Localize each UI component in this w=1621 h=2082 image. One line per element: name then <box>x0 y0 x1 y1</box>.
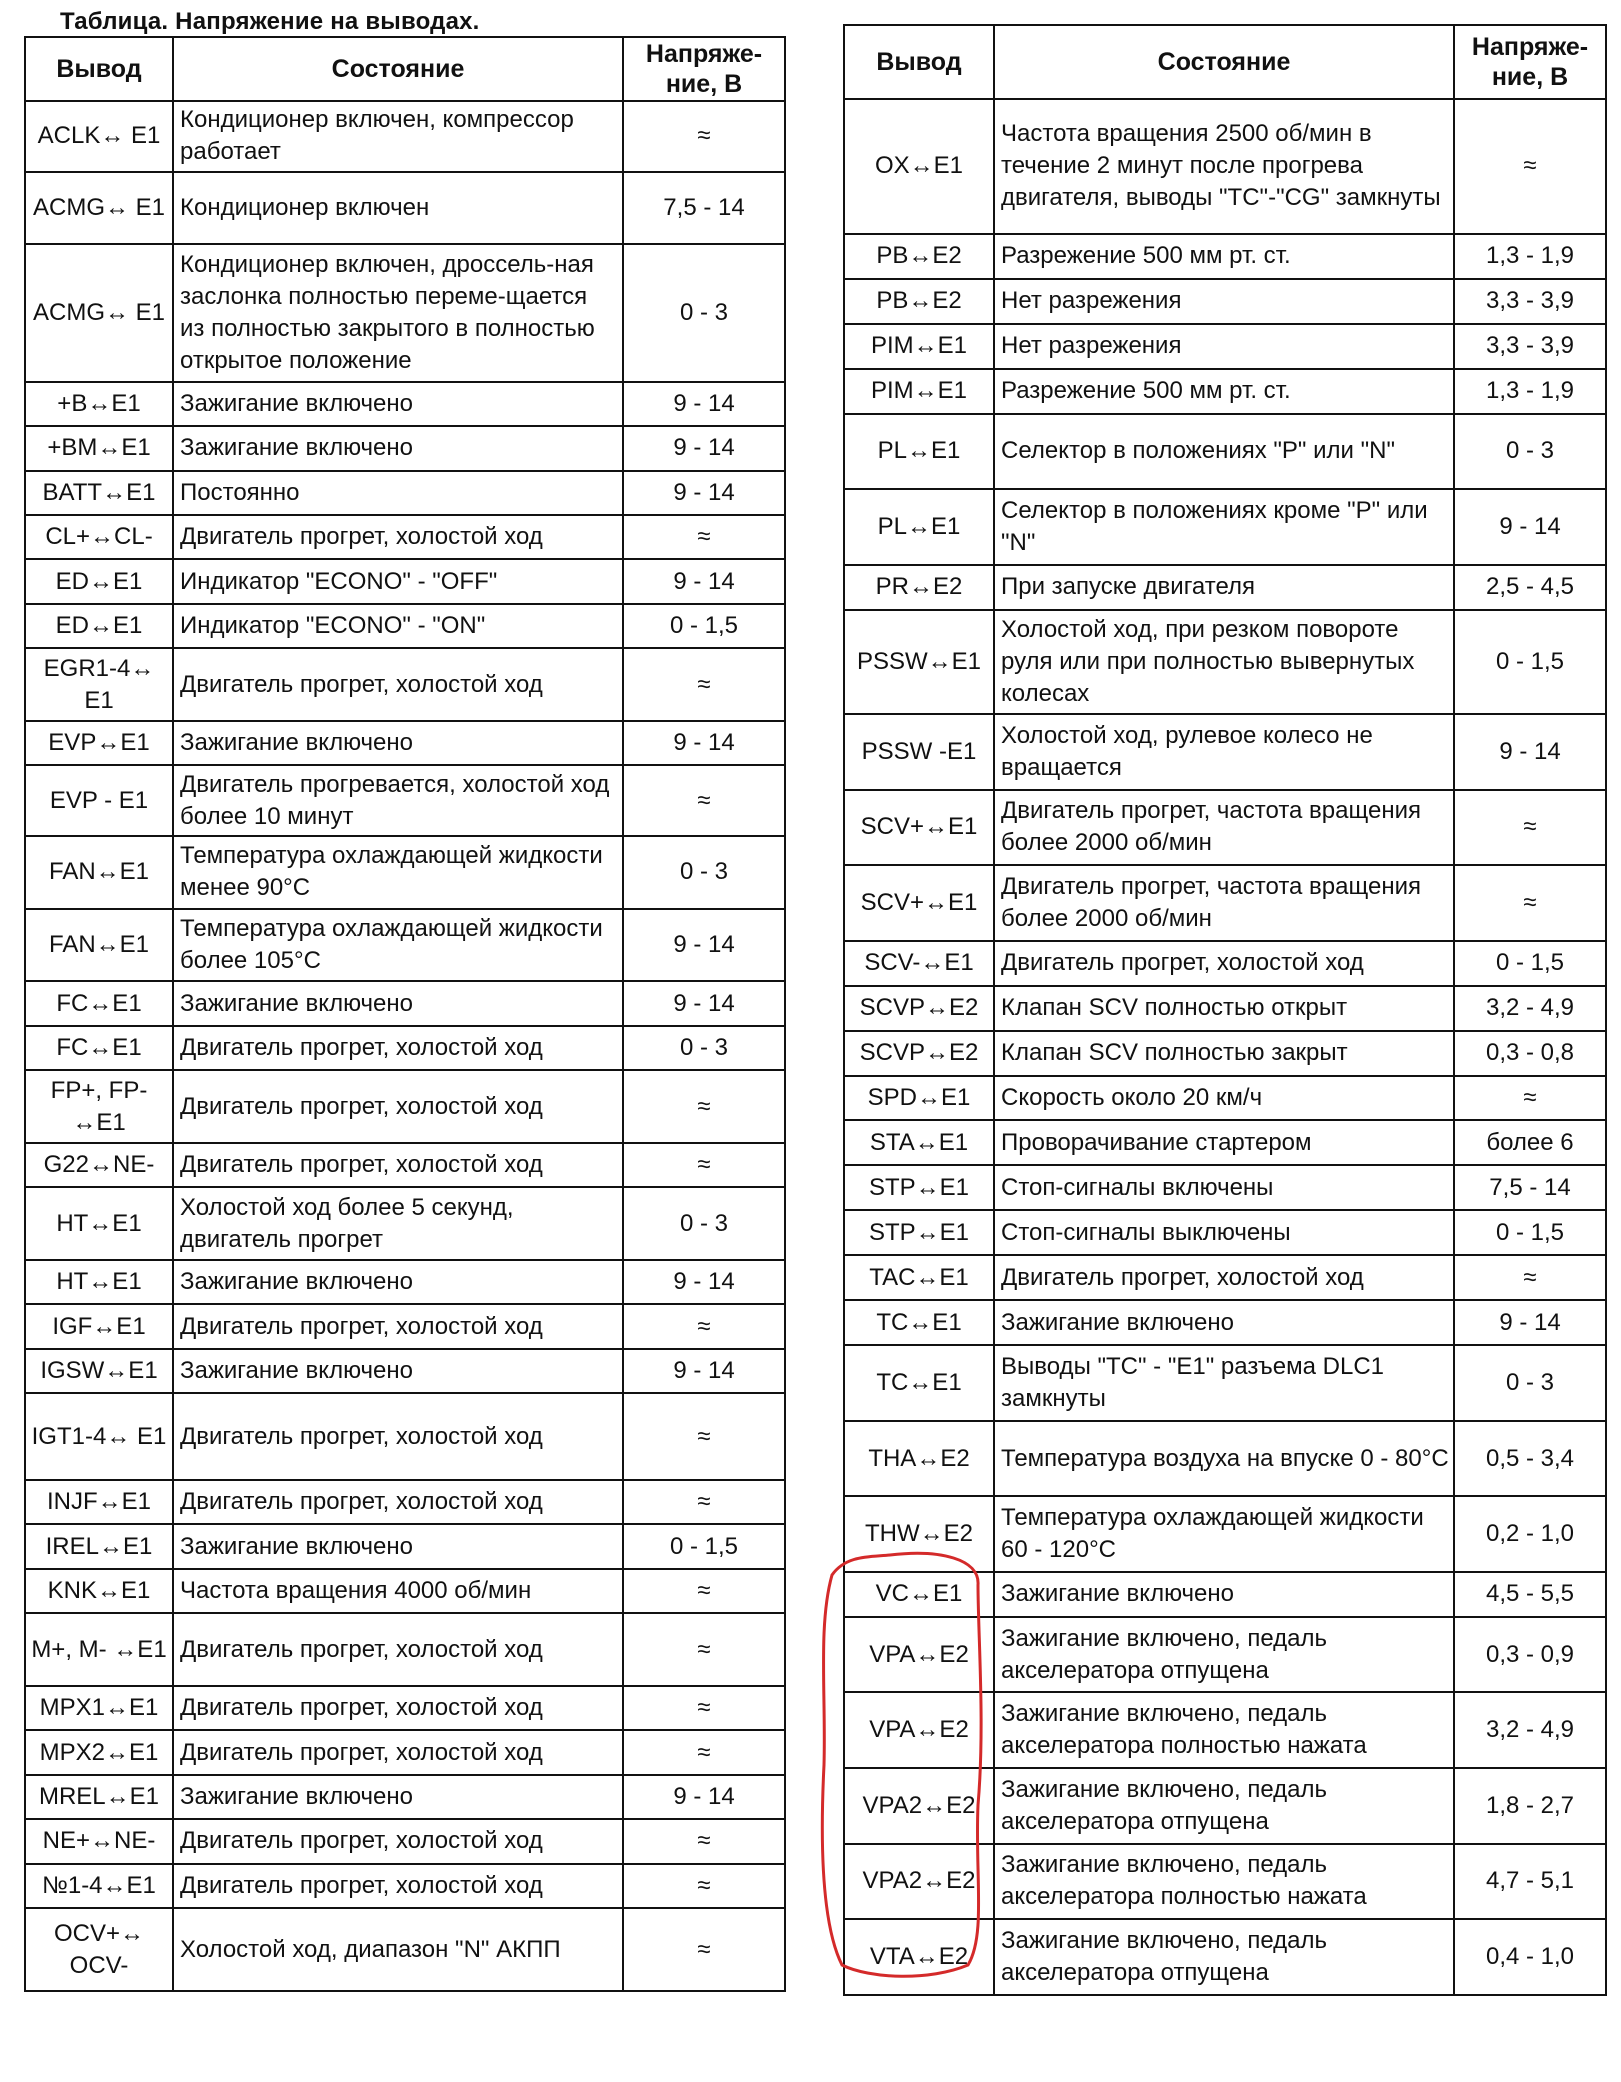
table-row <box>844 1120 1606 1165</box>
state-cell: Частота вращения 2500 об/мин в течение 2 минут после прогрева двигателя, выводы "TC"-"CG" замкнуты <box>994 99 1454 234</box>
state-cell: Клапан SCV полностью закрыт <box>994 1031 1454 1076</box>
voltage-cell: 9 - 14 <box>623 721 785 765</box>
pin-cell: THA↔E2 <box>844 1421 994 1497</box>
voltage-cell: 2,5 - 4,5 <box>1454 565 1606 610</box>
header-pin: Вывод <box>844 25 994 99</box>
pin-cell: SCVP↔E2 <box>844 1031 994 1076</box>
pin-cell: HT↔E1 <box>25 1187 173 1260</box>
table-row <box>844 1617 1606 1693</box>
pin-cell: CL+↔CL- <box>25 515 173 559</box>
voltage-cell: 0,2 - 1,0 <box>1454 1496 1606 1572</box>
table-row <box>844 1572 1606 1617</box>
state-cell: Стоп-сигналы включены <box>994 1165 1454 1210</box>
state-cell: Проворачивание стартером <box>994 1120 1454 1165</box>
state-cell: Зажигание включено, педаль акселератора отпущена <box>994 1768 1454 1844</box>
voltage-cell: ≈ <box>1454 790 1606 866</box>
state-cell: Двигатель прогрет, холостой ход <box>173 1480 623 1524</box>
state-cell: Двигатель прогревается, холостой ход более 10 минут <box>173 765 623 836</box>
pin-cell: VPA↔E2 <box>844 1617 994 1693</box>
table-caption: Таблица. Напряжение на выводах. <box>60 8 480 35</box>
voltage-cell: 0 - 1,5 <box>623 1524 785 1568</box>
voltage-cell: 0 - 3 <box>623 836 785 909</box>
pin-cell: HT↔E1 <box>25 1260 173 1304</box>
table-row <box>25 244 785 381</box>
state-cell: Двигатель прогрет, холостой ход <box>173 1304 623 1348</box>
table-row <box>25 721 785 765</box>
header-voltage: Напряже-ние, В <box>1454 25 1606 99</box>
state-cell: Двигатель прогрет, частота вращения более 2000 об/мин <box>994 865 1454 941</box>
state-cell: Зажигание включено, педаль акселератора полностью нажата <box>994 1692 1454 1768</box>
table-row <box>844 1844 1606 1920</box>
voltage-cell: 9 - 14 <box>623 471 785 515</box>
pin-cell: SCV+↔E1 <box>844 790 994 866</box>
voltage-cell: 1,8 - 2,7 <box>1454 1768 1606 1844</box>
voltage-cell: 0 - 3 <box>623 1187 785 1260</box>
pin-cell: SCVP↔E2 <box>844 986 994 1031</box>
pin-cell: ACLK↔ E1 <box>25 101 173 172</box>
state-cell: При запуске двигателя <box>994 565 1454 610</box>
voltage-cell: ≈ <box>1454 1076 1606 1121</box>
state-cell: Двигатель прогрет, холостой ход <box>173 1730 623 1774</box>
pin-cell: G22↔NE- <box>25 1143 173 1187</box>
table-row <box>25 836 785 909</box>
table-row <box>844 1076 1606 1121</box>
voltage-cell: 4,7 - 5,1 <box>1454 1844 1606 1920</box>
voltage-cell: ≈ <box>623 515 785 559</box>
state-cell: Скорость около 20 км/ч <box>994 1076 1454 1121</box>
table-row <box>25 1026 785 1070</box>
pin-cell: FP+, FP- ↔E1 <box>25 1070 173 1143</box>
voltage-cell: ≈ <box>623 1393 785 1480</box>
state-cell: Частота вращения 4000 об/мин <box>173 1569 623 1613</box>
pin-cell: PR↔E2 <box>844 565 994 610</box>
table-row <box>844 1768 1606 1844</box>
table-row <box>844 1210 1606 1255</box>
pin-cell: IGSW↔E1 <box>25 1349 173 1393</box>
pin-cell: PSSW -E1 <box>844 714 994 790</box>
pin-cell: IGT1-4↔ E1 <box>25 1393 173 1480</box>
state-cell: Температура охлаждающей жидкости менее 90°C <box>173 836 623 909</box>
voltage-cell: 9 - 14 <box>623 559 785 603</box>
voltage-cell: ≈ <box>623 1143 785 1187</box>
pin-cell: EGR1-4↔ E1 <box>25 648 173 721</box>
state-cell: Двигатель прогрет, холостой ход <box>994 1255 1454 1300</box>
header-pin: Вывод <box>25 37 173 101</box>
voltage-cell: ≈ <box>623 1613 785 1686</box>
state-cell: Двигатель прогрет, холостой ход <box>173 1143 623 1187</box>
state-cell: Постоянно <box>173 471 623 515</box>
pin-cell: TAC↔E1 <box>844 1255 994 1300</box>
voltage-cell: 0,4 - 1,0 <box>1454 1919 1606 1995</box>
state-cell: Селектор в положениях "P" или "N" <box>994 414 1454 490</box>
voltage-cell: ≈ <box>1454 1255 1606 1300</box>
table-row <box>844 279 1606 324</box>
pin-cell: ACMG↔ E1 <box>25 244 173 381</box>
voltage-cell: ≈ <box>623 765 785 836</box>
table-row <box>844 1345 1606 1421</box>
voltage-cell: 0 - 3 <box>1454 414 1606 490</box>
voltage-cell: 3,3 - 3,9 <box>1454 279 1606 324</box>
table-row <box>844 324 1606 369</box>
voltage-cell: 3,2 - 4,9 <box>1454 1692 1606 1768</box>
table-row <box>844 1300 1606 1345</box>
pin-cell: PIM↔E1 <box>844 369 994 414</box>
header-state: Состояние <box>994 25 1454 99</box>
state-cell: Двигатель прогрет, холостой ход <box>173 1613 623 1686</box>
voltage-cell: 0 - 1,5 <box>1454 1210 1606 1255</box>
state-cell: Зажигание включено <box>173 1260 623 1304</box>
voltage-cell: 9 - 14 <box>1454 1300 1606 1345</box>
state-cell: Выводы "TC" - "E1" разъема DLC1 замкнуты <box>994 1345 1454 1421</box>
voltage-cell: ≈ <box>623 1070 785 1143</box>
voltage-cell: ≈ <box>623 1908 785 1991</box>
state-cell: Индикатор "ECONO" - "OFF" <box>173 559 623 603</box>
pin-cell: OX↔E1 <box>844 99 994 234</box>
pin-cell: FC↔E1 <box>25 981 173 1025</box>
state-cell: Зажигание включено, педаль акселератора отпущена <box>994 1919 1454 1995</box>
pin-cell: EVP↔E1 <box>25 721 173 765</box>
table-row <box>844 610 1606 714</box>
table-row <box>844 1919 1606 1995</box>
table-row <box>25 1864 785 1908</box>
voltage-cell: 0 - 1,5 <box>1454 941 1606 986</box>
voltage-cell: ≈ <box>623 1864 785 1908</box>
state-cell: Нет разрежения <box>994 279 1454 324</box>
table-row <box>844 790 1606 866</box>
state-cell: Двигатель прогрет, холостой ход <box>173 1393 623 1480</box>
pin-cell: MPX1↔E1 <box>25 1686 173 1730</box>
table-row <box>25 172 785 245</box>
pin-cell: KNK↔E1 <box>25 1569 173 1613</box>
table-row <box>25 1819 785 1863</box>
pin-cell: THW↔E2 <box>844 1496 994 1572</box>
voltage-table-right <box>843 24 1607 1996</box>
voltage-cell: 0 - 3 <box>623 244 785 381</box>
table-row <box>844 1165 1606 1210</box>
voltage-cell: 4,5 - 5,5 <box>1454 1572 1606 1617</box>
state-cell: Клапан SCV полностью открыт <box>994 986 1454 1031</box>
header-voltage: Напряже-ние, В <box>623 37 785 101</box>
state-cell: Холостой ход, рулевое колесо не вращается <box>994 714 1454 790</box>
pin-cell: INJF↔E1 <box>25 1480 173 1524</box>
pin-cell: STA↔E1 <box>844 1120 994 1165</box>
table-row <box>25 382 785 426</box>
table-row <box>25 909 785 982</box>
pin-cell: EVP - E1 <box>25 765 173 836</box>
pin-cell: VTA↔E2 <box>844 1919 994 1995</box>
table-row <box>25 1070 785 1143</box>
state-cell: Зажигание включено <box>994 1300 1454 1345</box>
state-cell: Двигатель прогрет, холостой ход <box>173 1070 623 1143</box>
pin-cell: VPA2↔E2 <box>844 1844 994 1920</box>
pin-cell: MPX2↔E1 <box>25 1730 173 1774</box>
pin-cell: STP↔E1 <box>844 1210 994 1255</box>
voltage-cell: ≈ <box>623 1730 785 1774</box>
state-cell: Зажигание включено, педаль акселератора полностью нажата <box>994 1844 1454 1920</box>
pin-cell: FC↔E1 <box>25 1026 173 1070</box>
table-row <box>25 1260 785 1304</box>
table-row <box>844 941 1606 986</box>
table-row <box>844 1421 1606 1497</box>
table-row <box>844 414 1606 490</box>
pin-cell: PL↔E1 <box>844 489 994 565</box>
voltage-cell: 1,3 - 1,9 <box>1454 369 1606 414</box>
pin-cell: PB↔E2 <box>844 279 994 324</box>
voltage-cell: 7,5 - 14 <box>1454 1165 1606 1210</box>
state-cell: Селектор в положениях кроме "P" или "N" <box>994 489 1454 565</box>
state-cell: Индикатор "ECONO" - "ON" <box>173 604 623 648</box>
header-row <box>25 37 785 101</box>
table-row <box>25 1524 785 1568</box>
state-cell: Разрежение 500 мм рт. ст. <box>994 234 1454 279</box>
pin-cell: SPD↔E1 <box>844 1076 994 1121</box>
state-cell: Зажигание включено <box>173 1775 623 1819</box>
table-row <box>844 714 1606 790</box>
table-row <box>25 1349 785 1393</box>
table-row <box>25 604 785 648</box>
pin-cell: VPA↔E2 <box>844 1692 994 1768</box>
table-row <box>25 648 785 721</box>
table-row <box>25 1775 785 1819</box>
state-cell: Холостой ход, при резком повороте руля или при полностью вывернутых колесах <box>994 610 1454 714</box>
voltage-cell: ≈ <box>623 1480 785 1524</box>
pin-cell: IGF↔E1 <box>25 1304 173 1348</box>
voltage-cell: ≈ <box>1454 99 1606 234</box>
table-row <box>844 369 1606 414</box>
pin-cell: SCV-↔E1 <box>844 941 994 986</box>
pin-cell: +B↔E1 <box>25 382 173 426</box>
voltage-cell: ≈ <box>623 1304 785 1348</box>
voltage-table-left <box>24 36 786 1992</box>
table-row <box>25 1143 785 1187</box>
table-row <box>25 765 785 836</box>
voltage-cell: 0 - 3 <box>1454 1345 1606 1421</box>
voltage-cell: 0 - 1,5 <box>623 604 785 648</box>
table-row <box>844 1255 1606 1300</box>
voltage-cell: ≈ <box>1454 865 1606 941</box>
table-row <box>25 101 785 172</box>
pin-cell: NE+↔NE- <box>25 1819 173 1863</box>
voltage-cell: 9 - 14 <box>623 382 785 426</box>
pin-cell: PIM↔E1 <box>844 324 994 369</box>
state-cell: Зажигание включено <box>173 382 623 426</box>
voltage-cell: 1,3 - 1,9 <box>1454 234 1606 279</box>
voltage-cell: ≈ <box>623 101 785 172</box>
voltage-cell: 0 - 1,5 <box>1454 610 1606 714</box>
table-row <box>844 986 1606 1031</box>
state-cell: Зажигание включено <box>173 1524 623 1568</box>
state-cell: Стоп-сигналы выключены <box>994 1210 1454 1255</box>
voltage-cell: ≈ <box>623 1569 785 1613</box>
pin-cell: PL↔E1 <box>844 414 994 490</box>
state-cell: Двигатель прогрет, холостой ход <box>173 1864 623 1908</box>
table-row <box>25 515 785 559</box>
table-row <box>25 1686 785 1730</box>
table-row <box>25 471 785 515</box>
table-row <box>25 559 785 603</box>
voltage-cell: 9 - 14 <box>623 981 785 1025</box>
state-cell: Кондиционер включен <box>173 172 623 245</box>
voltage-cell: 9 - 14 <box>623 909 785 982</box>
table-row <box>844 489 1606 565</box>
table-row <box>844 1496 1606 1572</box>
pin-cell: PSSW↔E1 <box>844 610 994 714</box>
voltage-cell: 7,5 - 14 <box>623 172 785 245</box>
pin-cell: SCV+↔E1 <box>844 865 994 941</box>
state-cell: Двигатель прогрет, частота вращения более 2000 об/мин <box>994 790 1454 866</box>
state-cell: Двигатель прогрет, холостой ход <box>173 1686 623 1730</box>
pin-cell: TC↔E1 <box>844 1345 994 1421</box>
state-cell: Зажигание включено, педаль акселератора отпущена <box>994 1617 1454 1693</box>
voltage-cell: 0,3 - 0,8 <box>1454 1031 1606 1076</box>
state-cell: Зажигание включено <box>994 1572 1454 1617</box>
table-row <box>844 865 1606 941</box>
table-row <box>844 1031 1606 1076</box>
voltage-cell: 9 - 14 <box>623 1349 785 1393</box>
state-cell: Двигатель прогрет, холостой ход <box>173 1819 623 1863</box>
state-cell: Зажигание включено <box>173 721 623 765</box>
pin-cell: STP↔E1 <box>844 1165 994 1210</box>
state-cell: Температура охлаждающей жидкости 60 - 120°C <box>994 1496 1454 1572</box>
voltage-cell: 9 - 14 <box>1454 714 1606 790</box>
table-row <box>25 1613 785 1686</box>
pin-cell: +BM↔E1 <box>25 426 173 470</box>
table-row <box>844 234 1606 279</box>
table-row <box>25 1187 785 1260</box>
table-row <box>25 981 785 1025</box>
table-row <box>25 1480 785 1524</box>
state-cell: Разрежение 500 мм рт. ст. <box>994 369 1454 414</box>
voltage-cell: 9 - 14 <box>623 1775 785 1819</box>
table-row <box>25 1393 785 1480</box>
pin-cell: PB↔E2 <box>844 234 994 279</box>
state-cell: Кондиционер включен, дроссель-ная заслонка полностью переме-щается из полностью закрытого в полностью открытое положение <box>173 244 623 381</box>
voltage-cell: 0,3 - 0,9 <box>1454 1617 1606 1693</box>
header-state: Состояние <box>173 37 623 101</box>
pin-cell: FAN↔E1 <box>25 836 173 909</box>
state-cell: Нет разрежения <box>994 324 1454 369</box>
state-cell: Температура охлаждающей жидкости более 105°C <box>173 909 623 982</box>
voltage-cell: 9 - 14 <box>623 1260 785 1304</box>
pin-cell: VPA2↔E2 <box>844 1768 994 1844</box>
state-cell: Холостой ход более 5 секунд, двигатель прогрет <box>173 1187 623 1260</box>
pin-cell: VC↔E1 <box>844 1572 994 1617</box>
pin-cell: OCV+↔ OCV- <box>25 1908 173 1991</box>
table-row <box>25 426 785 470</box>
table-row <box>25 1730 785 1774</box>
voltage-cell: ≈ <box>623 1819 785 1863</box>
pin-cell: ED↔E1 <box>25 604 173 648</box>
state-cell: Двигатель прогрет, холостой ход <box>173 648 623 721</box>
table-row <box>844 565 1606 610</box>
voltage-cell: более 6 <box>1454 1120 1606 1165</box>
pin-cell: BATT↔E1 <box>25 471 173 515</box>
voltage-cell: 9 - 14 <box>1454 489 1606 565</box>
voltage-cell: 3,2 - 4,9 <box>1454 986 1606 1031</box>
voltage-cell: 9 - 14 <box>623 426 785 470</box>
voltage-cell: ≈ <box>623 648 785 721</box>
pin-cell: ED↔E1 <box>25 559 173 603</box>
voltage-cell: 0,5 - 3,4 <box>1454 1421 1606 1497</box>
state-cell: Двигатель прогрет, холостой ход <box>173 515 623 559</box>
table-row <box>844 1692 1606 1768</box>
voltage-cell: 0 - 3 <box>623 1026 785 1070</box>
state-cell: Зажигание включено <box>173 981 623 1025</box>
pin-cell: M+, M- ↔E1 <box>25 1613 173 1686</box>
state-cell: Зажигание включено <box>173 426 623 470</box>
pin-cell: FAN↔E1 <box>25 909 173 982</box>
voltage-cell: ≈ <box>623 1686 785 1730</box>
table-row <box>844 99 1606 234</box>
state-cell: Холостой ход, диапазон "N" АКПП <box>173 1908 623 1991</box>
table-row <box>25 1304 785 1348</box>
state-cell: Зажигание включено <box>173 1349 623 1393</box>
table-row <box>25 1569 785 1613</box>
pin-cell: IREL↔E1 <box>25 1524 173 1568</box>
voltage-cell: 3,3 - 3,9 <box>1454 324 1606 369</box>
state-cell: Кондиционер включен, компрессор работает <box>173 101 623 172</box>
state-cell: Двигатель прогрет, холостой ход <box>994 941 1454 986</box>
state-cell: Двигатель прогрет, холостой ход <box>173 1026 623 1070</box>
pin-cell: ACMG↔ E1 <box>25 172 173 245</box>
state-cell: Температура воздуха на впуске 0 - 80°C <box>994 1421 1454 1497</box>
header-row <box>844 25 1606 99</box>
pin-cell: TC↔E1 <box>844 1300 994 1345</box>
pin-cell: MREL↔E1 <box>25 1775 173 1819</box>
table-row <box>25 1908 785 1991</box>
pin-cell: №1-4↔E1 <box>25 1864 173 1908</box>
